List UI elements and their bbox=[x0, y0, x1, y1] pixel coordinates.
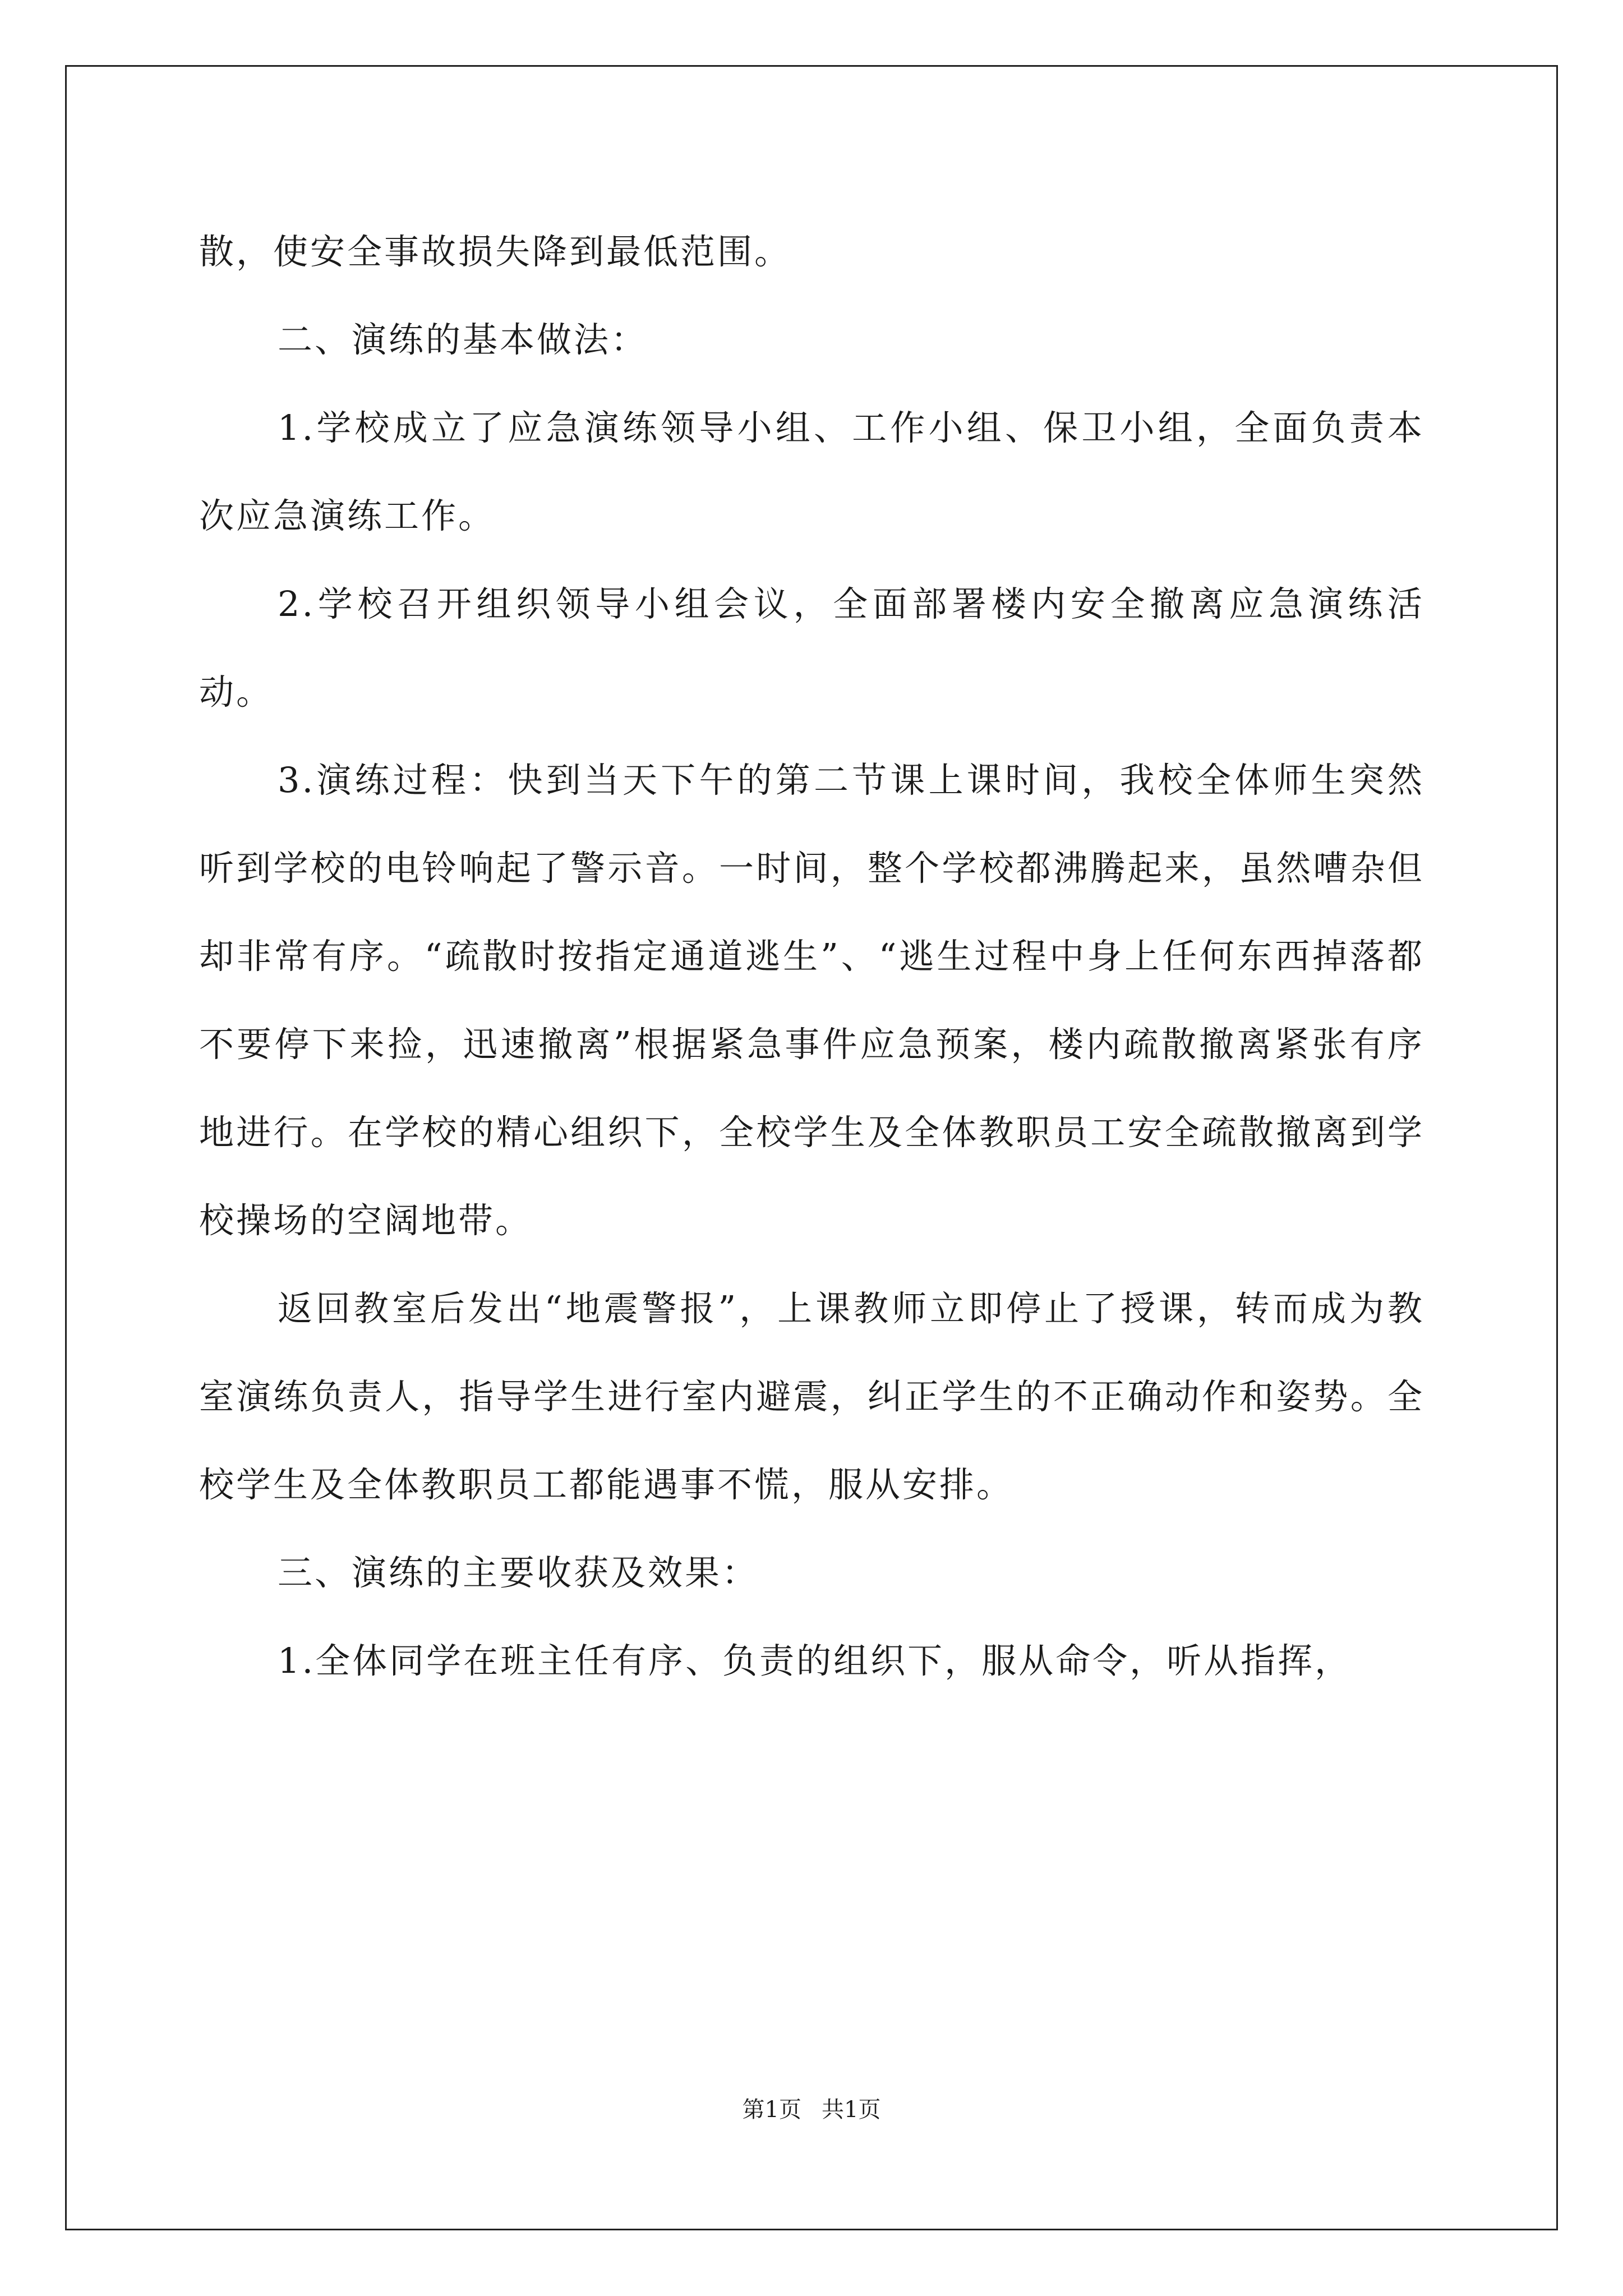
page-footer bbox=[0, 2094, 1623, 2125]
paragraph-continuation: 散，使安全事故损失降到最低范围。 bbox=[199, 231, 792, 272]
paragraph-earthquake-alarm: 返回教室后发出“地震警报”，上课教师立即停止了授课，转而成为教室演练负责人，指导学生进行室内避震，纠正学生的不正确动作和姿势。全校学生及全体教职员工都能遇事不慌，服从安排。 bbox=[199, 1288, 1424, 1505]
paragraph-item-2: 2.学校召开组织领导小组会议，全面部署楼内安全撤离应急演练活动。 bbox=[199, 583, 1424, 712]
section-heading-three: 三、演练的主要收获及效果： bbox=[278, 1552, 759, 1593]
page-total: 共1页 bbox=[822, 2097, 881, 2123]
document-body bbox=[199, 208, 1424, 1705]
page-number: 第1页 bbox=[742, 2097, 801, 2123]
paragraph-result-1: 1.全体同学在班主任有序、负责的组织下，服从命令，听从指挥， bbox=[278, 1640, 1352, 1681]
section-heading-two: 二、演练的基本做法： bbox=[278, 319, 648, 360]
paragraph-item-1: 1.学校成立了应急演练领导小组、工作小组、保卫小组，全面负责本次应急演练工作。 bbox=[199, 407, 1424, 536]
paragraph-item-3: 3.演练过程：快到当天下午的第二节课上课时间，我校全体师生突然听到学校的电铃响起了警示音。一时间，整个学校都沸腾起来，虽然嘈杂但却非常有序。“疏散时按指定通道逃生”、“逃生过程中身上任何东西掉落都不要停下来捡，迅速撤离”根据紧急事件应急预案，楼内疏散撤离紧张有序地进行。在学校的精心组织下，全校学生及全体教职员工安全疏散撤离到学校操场的空阔地带。 bbox=[199, 760, 1424, 1241]
